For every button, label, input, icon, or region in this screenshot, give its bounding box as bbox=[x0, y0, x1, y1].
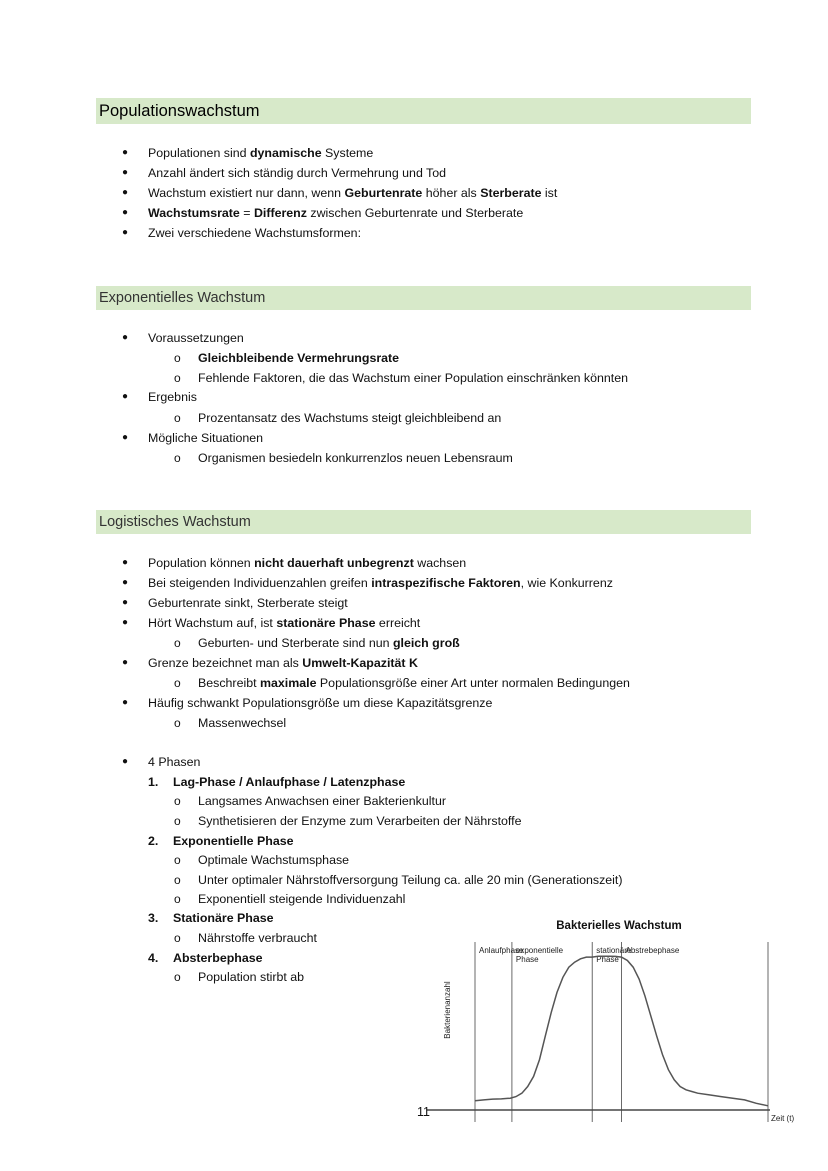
sub-list-item: Massenwechsel bbox=[198, 716, 287, 730]
phase-label: Abstrebephase bbox=[625, 946, 680, 955]
list-item: Anzahl ändert sich ständig durch Vermehrung und Tod bbox=[148, 166, 447, 180]
bullet-marker: ● bbox=[122, 657, 129, 668]
list-item: Grenze bezeichnet man als Umwelt-Kapazität K bbox=[148, 656, 418, 670]
bullet-marker: ● bbox=[122, 207, 129, 218]
sub-list-item: Gleichbleibende Vermehrungsrate bbox=[198, 351, 400, 365]
phase-title: Stationäre Phase bbox=[173, 911, 274, 925]
bullet-marker: ● bbox=[122, 557, 129, 568]
bullet-marker: ● bbox=[122, 756, 129, 767]
chart-title: Bakterielles Wachstum bbox=[556, 920, 682, 932]
sub-bullet-marker: o bbox=[174, 853, 181, 867]
sub-bullet-marker: o bbox=[174, 970, 181, 984]
bullet-marker: ● bbox=[122, 227, 129, 238]
phase-number: 4. bbox=[148, 951, 159, 965]
list-item: Geburtenrate sinkt, Sterberate steigt bbox=[148, 596, 348, 610]
bullet-marker: ● bbox=[122, 147, 129, 158]
sub-list-item: Exponentiell steigende Individuenzahl bbox=[198, 892, 406, 906]
sub-list-item: Synthetisieren der Enzyme zum Verarbeiten der Nährstoffe bbox=[198, 814, 522, 828]
sub-list-item: Nährstoffe verbraucht bbox=[198, 931, 317, 945]
phase-title: Lag-Phase / Anlaufphase / Latenzphase bbox=[173, 775, 406, 789]
bullet-marker: ● bbox=[122, 391, 129, 402]
phase-label: exponentielle bbox=[515, 946, 564, 955]
sub-bullet-marker: o bbox=[174, 873, 181, 887]
sub-bullet-marker: o bbox=[174, 351, 181, 365]
sub-bullet-marker: o bbox=[174, 716, 181, 730]
phase-label: Phase bbox=[515, 955, 539, 964]
phase-number: 2. bbox=[148, 834, 159, 848]
list-item: Wachstum existiert nur dann, wenn Geburtenrate höher als Sterberate ist bbox=[148, 186, 558, 200]
sub-bullet-marker: o bbox=[174, 892, 181, 906]
bullet-marker: ● bbox=[122, 597, 129, 608]
sub-bullet-marker: o bbox=[174, 794, 181, 808]
bullet-marker: ● bbox=[122, 577, 129, 588]
list-item: Populationen sind dynamische Systeme bbox=[148, 146, 374, 160]
list-item: Hört Wachstum auf, ist stationäre Phase erreicht bbox=[148, 616, 421, 630]
phase-title: Exponentielle Phase bbox=[173, 834, 294, 848]
phase-label: stationäre bbox=[596, 946, 632, 955]
sub-list-item: Langsames Anwachsen einer Bakterienkultur bbox=[198, 794, 446, 808]
bullet-marker: ● bbox=[122, 617, 129, 628]
sub-list-item: Optimale Wachstumsphase bbox=[198, 853, 350, 867]
phase-title: Absterbephase bbox=[173, 951, 263, 965]
list-item: Häufig schwankt Populationsgröße um diese Kapazitätsgrenze bbox=[148, 696, 493, 710]
page-number: 11 bbox=[417, 1105, 430, 1119]
bullet-marker: ● bbox=[122, 697, 129, 708]
list-item: Zwei verschiedene Wachstumsformen: bbox=[148, 226, 362, 240]
sub-bullet-marker: o bbox=[174, 676, 181, 690]
sub-bullet-marker: o bbox=[174, 814, 181, 828]
sub-list-item: Unter optimaler Nährstoffversorgung Teilung ca. alle 20 min (Generationszeit) bbox=[198, 873, 623, 887]
list-item: Ergebnis bbox=[148, 390, 197, 404]
list-item: 4 Phasen bbox=[148, 755, 201, 769]
sub-list-item: Organismen besiedeln konkurrenzlos neuen Lebensraum bbox=[198, 451, 513, 465]
x-axis-label: Zeit (t) bbox=[771, 1114, 795, 1123]
phase-number: 3. bbox=[148, 911, 159, 925]
growth-chart bbox=[425, 910, 815, 1130]
list-item: Mögliche Situationen bbox=[148, 431, 264, 445]
sub-list-item: Beschreibt maximale Populationsgröße einer Art unter normalen Bedingungen bbox=[198, 676, 630, 690]
bullet-marker: ● bbox=[122, 332, 129, 343]
list-item: Bei steigenden Individuenzahlen greifen intraspezifische Faktoren, wie Konkurrenz bbox=[148, 576, 613, 590]
list-item: Voraussetzungen bbox=[148, 331, 244, 345]
section-heading-exponentiell: Exponentielles Wachstum bbox=[96, 286, 751, 310]
bullet-marker: ● bbox=[122, 187, 129, 198]
sub-list-item: Population stirbt ab bbox=[198, 970, 305, 984]
phase-label: Anlaufphase bbox=[479, 946, 524, 955]
bullet-marker: ● bbox=[122, 167, 129, 178]
sub-list-item: Fehlende Faktoren, die das Wachstum einer Population einschränken könnten bbox=[198, 371, 629, 385]
sub-bullet-marker: o bbox=[174, 451, 181, 465]
page-title: Populationswachstum bbox=[96, 98, 751, 124]
sub-bullet-marker: o bbox=[174, 636, 181, 650]
phase-number: 1. bbox=[148, 775, 159, 789]
list-item: Wachstumsrate = Differenz zwischen Geburtenrate und Sterberate bbox=[148, 206, 524, 220]
sub-list-item: Prozentansatz des Wachstums steigt gleichbleibend an bbox=[198, 411, 502, 425]
sub-bullet-marker: o bbox=[174, 411, 181, 425]
bullet-marker: ● bbox=[122, 432, 129, 443]
list-item: Population können nicht dauerhaft unbegrenzt wachsen bbox=[148, 556, 467, 570]
section-heading-logistisch: Logistisches Wachstum bbox=[96, 510, 751, 534]
sub-bullet-marker: o bbox=[174, 371, 181, 385]
sub-bullet-marker: o bbox=[174, 931, 181, 945]
phase-label: Phase bbox=[596, 955, 619, 964]
y-axis-label: Bakterienanzahl bbox=[443, 981, 452, 1039]
sub-list-item: Geburten- und Sterberate sind nun gleich groß bbox=[198, 636, 460, 650]
